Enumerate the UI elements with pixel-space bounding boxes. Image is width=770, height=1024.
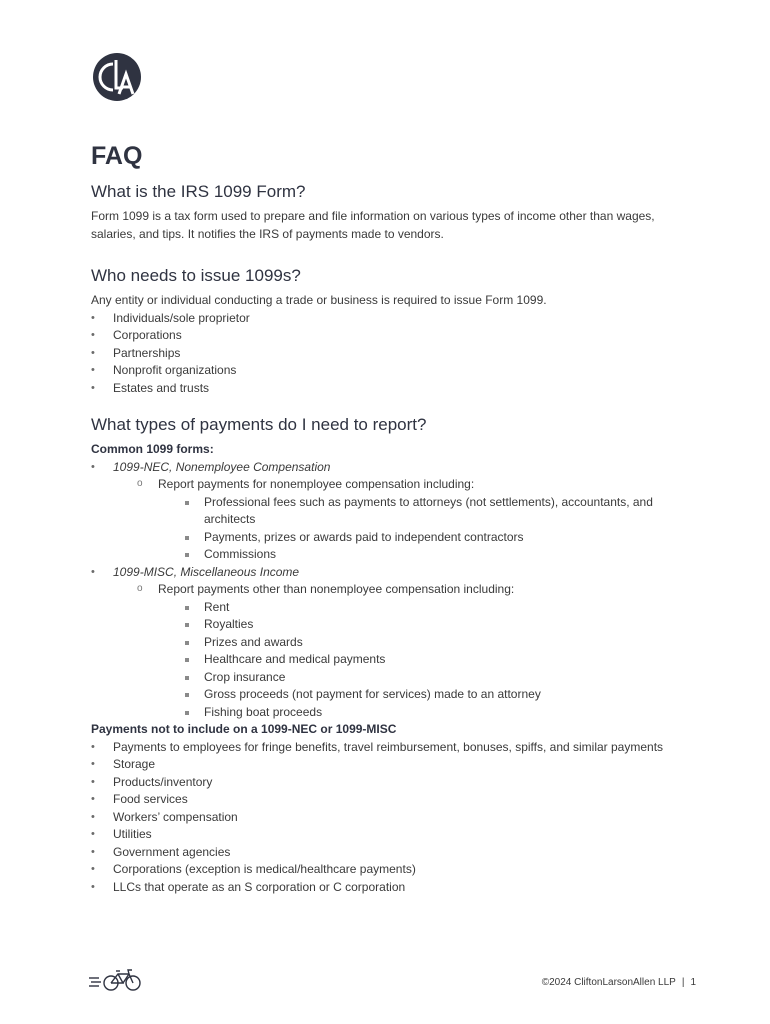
nec-items-list: [182, 494, 691, 564]
list-item: • Nonprofit organizations: [91, 362, 691, 380]
faq-content: [91, 142, 691, 896]
list-item: Professional fees such as payments to attorneys (not settlements), accountants, and architects: [182, 494, 691, 529]
list-item: • Storage: [91, 756, 691, 774]
not-include-list: [91, 739, 691, 897]
list-item: Crop insurance: [182, 669, 691, 687]
cla-logo: [92, 52, 142, 102]
page-number: 1: [690, 977, 696, 988]
footer: [542, 977, 696, 988]
list-item: • Products/inventory: [91, 774, 691, 792]
form-1099-nec-desc: o Report payments for nonemployee compensation including: Professional fees such as payments to attorneys (not settlements), accountants, and architects Payments, prizes or awards paid to independent contractors Commissions: [137, 476, 691, 564]
question-irs-1099: What is the IRS 1099 Form?: [91, 182, 306, 201]
list-item: Commissions: [182, 546, 691, 564]
list-item: • Partnerships: [91, 345, 691, 363]
list-item: Rent: [182, 599, 691, 617]
list-item: • Utilities: [91, 826, 691, 844]
list-item: Royalties: [182, 616, 691, 634]
question-payment-types: What types of payments do I need to report?: [91, 415, 427, 434]
list-item: • Individuals/sole proprietor: [91, 310, 691, 328]
list-item: Gross proceeds (not payment for services) made to an attorney: [182, 686, 691, 704]
footer-separator: |: [681, 977, 685, 988]
list-item: Payments, prizes or awards paid to independent contractors: [182, 529, 691, 547]
list-item: • Workers’ compensation: [91, 809, 691, 827]
list-item: • Payments to employees for fringe benefits, travel reimbursement, bonuses, spiffs, and similar payments: [91, 739, 691, 757]
form-1099-misc-desc: o Report payments other than nonemployee compensation including: Rent Royalties Prizes and awards Healthcare and medical payments Crop insurance Gross proceeds (not payment for services) made to an attorney Fishing boat proceeds: [137, 581, 691, 721]
who-issues-list: [91, 310, 691, 398]
form-1099-nec-title: 1099-NEC, Nonemployee Compensation: [113, 459, 331, 474]
list-item: • Corporations: [91, 327, 691, 345]
list-item: Healthcare and medical payments: [182, 651, 691, 669]
list-item: Prizes and awards: [182, 634, 691, 652]
form-1099-nec: [91, 459, 691, 564]
copyright-text: ©2024 CliftonLarsonAllen LLP: [541, 977, 676, 988]
question-who-issues: Who needs to issue 1099s?: [91, 266, 301, 285]
list-item: • Food services: [91, 791, 691, 809]
common-forms-list: [91, 459, 691, 722]
answer-irs-1099: Form 1099 is a tax form used to prepare and file information on various types of income other than wages, salaries, and tips. It notifies the IRS of payments made to vendors.: [91, 209, 655, 241]
form-1099-misc-title: 1099-MISC, Miscellaneous Income: [113, 564, 300, 579]
form-1099-misc: [91, 564, 691, 722]
page-title: FAQ: [91, 142, 143, 170]
list-item: • Government agencies: [91, 844, 691, 862]
bicycle-icon: [89, 968, 143, 992]
misc-items-list: [182, 599, 691, 722]
answer-who-issues: Any entity or individual conducting a trade or business is required to issue Form 1099.: [91, 293, 547, 307]
list-item: • Estates and trusts: [91, 380, 691, 398]
common-forms-heading: Common 1099 forms:: [91, 442, 214, 456]
list-item: • Corporations (exception is medical/healthcare payments): [91, 861, 691, 879]
not-include-heading: Payments not to include on a 1099-NEC or 1099-MISC: [91, 722, 397, 736]
list-item: • LLCs that operate as an S corporation or C corporation: [91, 879, 691, 897]
list-item: Fishing boat proceeds: [182, 704, 691, 722]
